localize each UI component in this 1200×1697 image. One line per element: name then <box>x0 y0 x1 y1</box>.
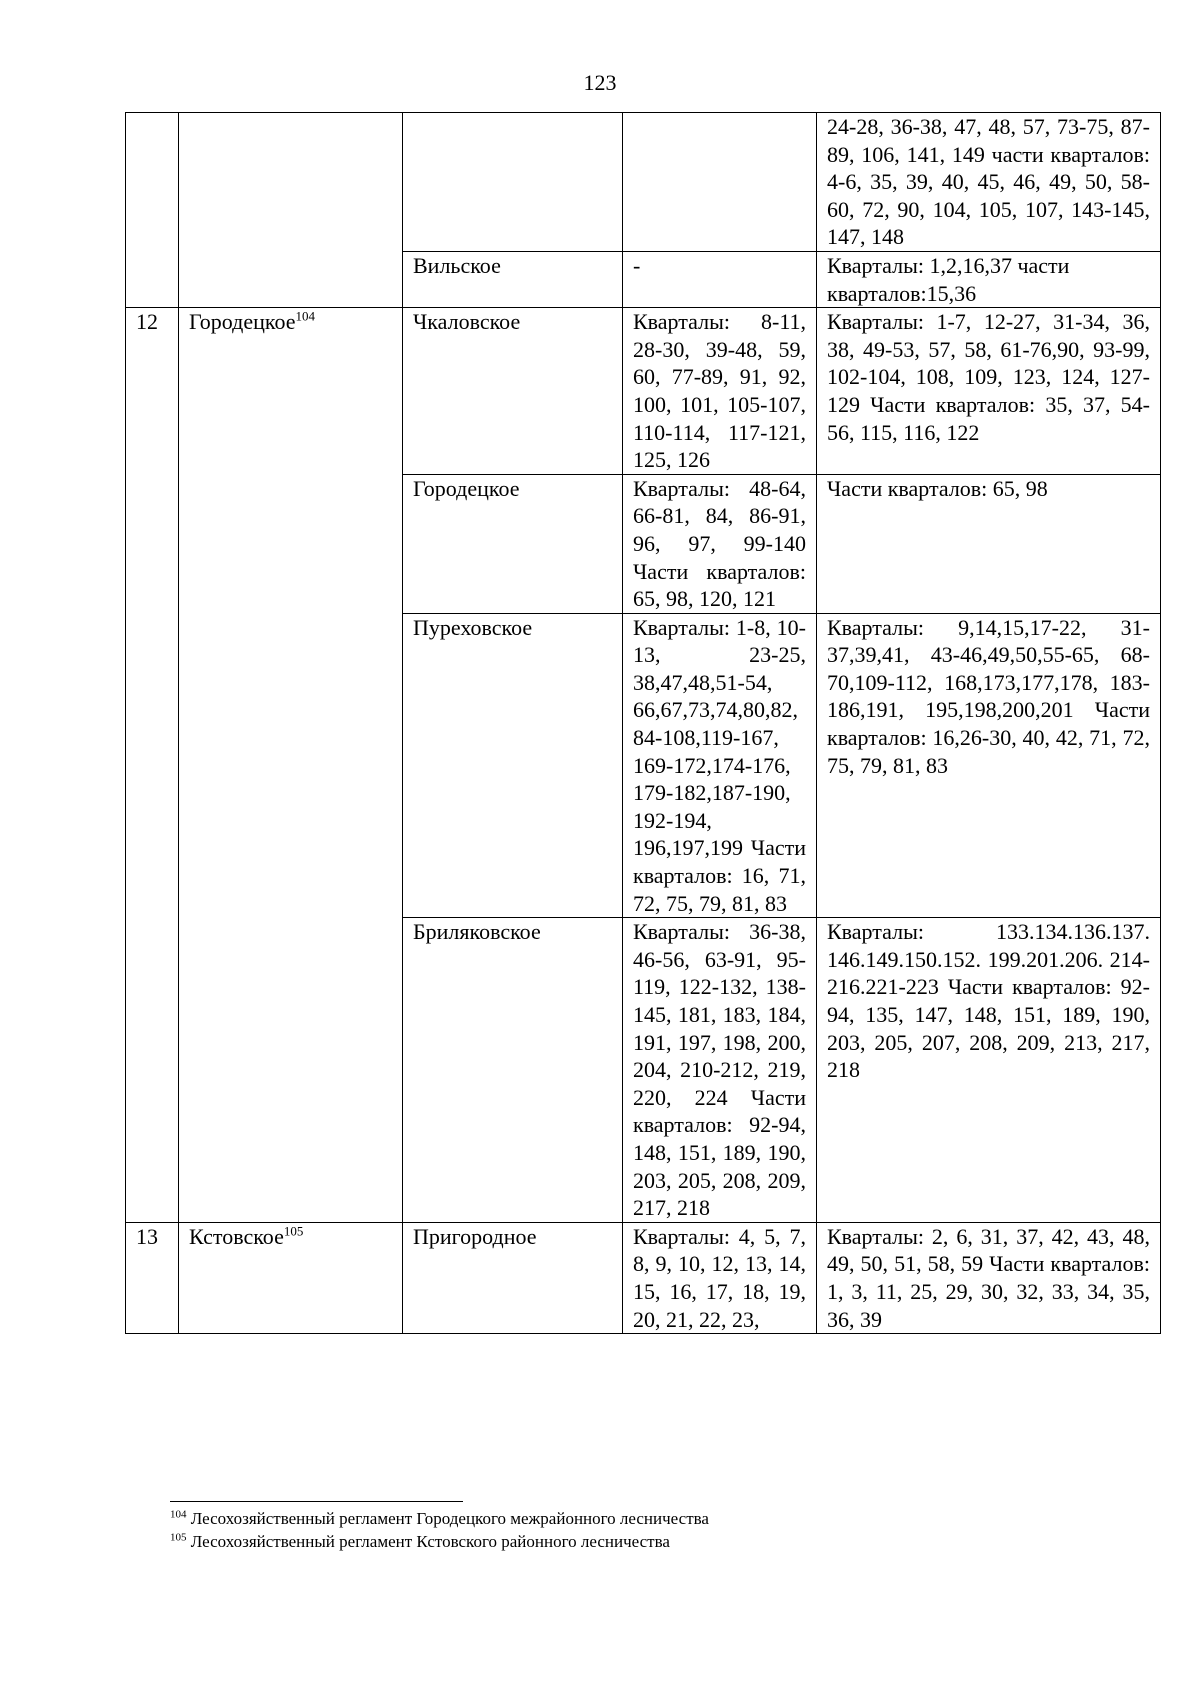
cell-quarters-a: Кварталы: 4, 5, 7, 8, 9, 10, 12, 13, 14, 15, 16, 17, 18, 19, 20, 21, 22, 23, <box>623 1222 817 1333</box>
district-name <box>403 113 623 252</box>
district-name: Пуреховское <box>403 613 623 918</box>
district-name: Городецкое <box>403 474 623 613</box>
cell-quarters-a: Кварталы: 48-64, 66-81, 84, 86-91, 96, 97, 99-140 Части кварталов: 65, 98, 120, 121 <box>623 474 817 613</box>
page-number: 123 <box>583 70 617 95</box>
footnote: $^{105}$ Лесохозяйственный регламент Кстовского районного лесничества <box>170 1531 670 1551</box>
district-name: Вильское <box>403 251 623 307</box>
table-row <box>126 113 1161 252</box>
cell-quarters-b: Кварталы: 2, 6, 31, 37, 42, 43, 48, 49, 50, 51, 58, 59 Части кварталов: 1, 3, 11, 25, 29, 30, 32, 33, 34, 35, 36, 39 <box>817 1222 1161 1333</box>
table-row <box>126 308 1161 475</box>
footnote-ref: 105 <box>283 1223 304 1239</box>
cell-quarters-b: Кварталы: 1-7, 12-27, 31-34, 36, 38, 49-53, 57, 58, 61-76,90, 93-99, 102-104, 108, 109, 123, 124, 127-129 Части кварталов: 35, 37, 54-56, 115, 116, 122 <box>817 308 1161 475</box>
region-name: Городецкое$^{104}$ <box>179 308 403 1223</box>
row-number <box>126 113 179 308</box>
district-name: Пригородное <box>403 1222 623 1333</box>
forestry-table <box>125 112 1161 1334</box>
district-name: Чкаловское <box>403 308 623 475</box>
cell-quarters-b: Части кварталов: 65, 98 <box>817 474 1161 613</box>
footnotes <box>170 1507 709 1553</box>
cell-quarters-a: Кварталы: 36-38, 46-56, 63-91, 95-119, 122-132, 138-145, 181, 183, 184, 191, 197, 198, 200, 204, 210-212, 219, 220, 224 Части кварталов: 92-94, 148, 151, 189, 190, 203, 205, 208, 209, 217, 218 <box>623 918 817 1223</box>
cell-quarters-a <box>623 113 817 252</box>
district-name: Бриляковское <box>403 918 623 1223</box>
footnote-separator <box>170 1501 463 1502</box>
cell-quarters-a: Кварталы: 1-8, 10-13, 23-25, 38,47,48,51-54, 66,67,73,74,80,82, 84-108,119-167, 169-172,174-176, 179-182,187-190, 192-194, 196,197,199 Части кварталов: 16, 71, 72, 75, 79, 81, 83 <box>623 613 817 918</box>
row-number: 13 <box>126 1222 179 1333</box>
cell-quarters-b: 24-28, 36-38, 47, 48, 57, 73-75, 87-89, 106, 141, 149 части кварталов: 4-6, 35, 39, 40, 45, 46, 49, 50, 58-60, 72, 90, 104, 105, 107, 143-145, 147, 148 <box>817 113 1161 252</box>
cell-quarters-b: Кварталы: 9,14,15,17-22, 31-37,39,41, 43-46,49,50,55-65, 68-70,109-112, 168,173,177,178, 183-186,191, 195,198,200,201 Части кварталов: 16,26-30, 40, 42, 71, 72, 75, 79, 81, 83 <box>817 613 1161 918</box>
footnote: $^{104}$ Лесохозяйственный регламент Городецкого межрайонного лесничества <box>170 1508 709 1528</box>
cell-quarters-b: Кварталы: 133.134.136.137. 146.149.150.152. 199.201.206. 214-216.221-223 Части кварталов: 92-94, 135, 147, 148, 151, 189, 190, 203, 205, 207, 208, 209, 213, 217, 218 <box>817 918 1161 1223</box>
table-row <box>126 1222 1161 1333</box>
cell-quarters-b: Кварталы: 1,2,16,37 части кварталов:15,36 <box>817 251 1161 307</box>
cell-quarters-a: Кварталы: 8-11, 28-30, 39-48, 59, 60, 77-89, 91, 92, 100, 101, 105-107, 110-114, 117-121, 125, 126 <box>623 308 817 475</box>
row-number: 12 <box>126 308 179 1223</box>
region-name: Кстовское$^{105}$ <box>179 1222 403 1333</box>
cell-quarters-a: - <box>623 251 817 307</box>
region-name <box>179 113 403 308</box>
footnote-ref: 104 <box>295 308 315 324</box>
